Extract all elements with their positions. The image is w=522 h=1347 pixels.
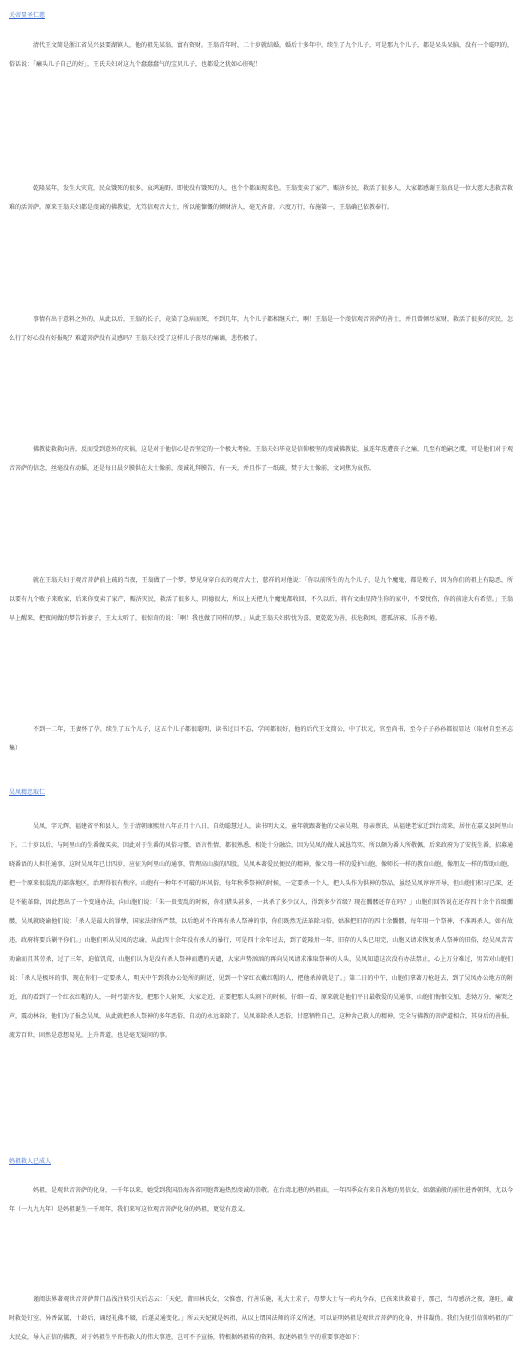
paragraph: 妈祖，是观世音菩萨的化身，一千年以来，她受到我国沿海各省同胞普遍热烈虔诚的崇敬。在台湾北港的妈祖庙，一年四季众有来自各地的男信女，如潮涌般的前往进香朝拜，尤以今年（一九九九年）是妈祖诞生一千周年，我们来写这位观音菩萨化身的妈祖，更觉有意义。 (9, 1187, 514, 1213)
paragraph: 佛教徒救救向善，反而受到意外的灾祸，这是对于他信心是否坚定的一个极大考验。王翁夫妇毕竟是信仰极坚的虔诚佛教徒，虽连年迭遭丧子之痛，几至有绝嗣之虞，可是他们对于观音菩萨的信念，丝毫没有动摇，还是每日晨夕膜供在大士像前，虔诚礼拜膜告，有一天，并且作了一纸疏，焚于大士像前，文词焦为哀伤。 (9, 446, 514, 472)
paragraph: 乾隆某年，发生大灾荒，民众饿死的很多，哀鸿遍野。即使没有饿死的人，也个个都面现菜色。王翁变卖了家产，赈济乡民，救活了很多人，大家都感谢王翁真是一位大慈大悲救苦救难的活菩萨。原来王翁夫妇都是虔诚的佛教徒，尤笃信观音大士，所以能慷慨的倾财济人，毫无吝啬。六度万行，布施第一，王翁确已依教奉行。 (9, 185, 514, 211)
paragraph: 不到一二年，王妻怀了孕，续生了五个儿子，这五个儿子都很聪明，读书过目不忘，学问都很好，他的后代王文简公，中了状元，官至尚书，至今子子孙孙都很显达（取材自至圣志集） (9, 726, 513, 752)
section-title-link[interactable]: 妈祖救人已成人 (9, 1158, 52, 1165)
paragraph: 就在王翁夫妇于观音菩萨前上疏的当夜，王翁做了一个梦，梦见身穿白衣的观音大士，慈祥的对他说：「你以前所生的九个儿子，是九个魔鬼，都是败子，因为你们的祖上有隐恶，所以要有九个败子来败家，后来你变卖了家产，赈济灾民，救活了很多人，阴德很大，所以上天把九个魔鬼都收回，不久以后，将有文曲星降生你的家中，不要忧伤，你的前途大有希望。」王翁早上醒来，把夜间做的梦告诉妻子，王太太听了，很惊奇的说：「啊！我也做了同样的梦。」从此王翁夫妇转忧为喜，更乾乾为善，扶危救困，慈孤济寡，乐善不倦。 (9, 577, 513, 622)
section-title-link[interactable]: 关帝显圣仁慈 (9, 12, 46, 19)
section-title-link[interactable]: 吴凤精忠取仁 (9, 789, 46, 796)
paragraph: 事情有出于意料之外的，从此以后，王翁的长子，竟染了急病而死，不到几年，九个儿子都相继夭亡，啊！王翁是一个虔信观音菩萨的善士，并且曾倾尽家财，救活了很多的灾民，怎么行了好心没有好报呢？难道菩萨没有灵感吗？王翁夫妇受了这样儿子丧尽的痛谪，悲伤极了。 (9, 316, 514, 342)
paragraph: 谨阅法界著观世音菩萨普门品浅注转引天后志云：「天妃，莆田林氏女，父惟悫，行善乐施，礼大士求子，母梦大士与一药丸令吞，已孩来世救着于，那己，当母感济之夜，逢旺，藏时救处钉室，异香氤氲，十龄后，诵经礼佛不辍，后遂灵通变化。」所云天妃就是妈祖，从以上谓国法师的详义所述，可以证明妈祖是观世音菩萨的化身，并非凝伪。我们为抚引信仰妈祖的广大民众，导入正信的佛教，对于妈祖生平许伤救人的伟大事迹，岂可不予宣扬，特根据妈祖传的资料，叙述妈祖生平的重要事迹如下： (9, 1296, 513, 1341)
paragraph: 吴凤，字元辉，福建省平和县人，生于清朝康熙卅八年正月十八日，自幼聪慧过人，读书明大义，童年就跟著他的父亲吴翔，母亲蔡氏，从福建老家迁到台湾来，居住在嘉义县阿里山下。二十岁以后，与阿里山的生番做买卖，因此对于生番的风俗习惯，语言性情，都很熟悉，相处十分融洽，因为吴凤的做人诚恳笃实，所以颇为番人所敬佩，后来政府为了安抚生番，招募通晓番语的人担任通事，这时吴凤年已廿四岁，应征为阿里山的通事，管理高山族的四股。吴凤本著爱民便民的精神，像父母一样的爱护山胞，像师长一样的教育山胞，像朋友一样的帮助山胞，把一个原来很混乱的部落地区，治理得很有秩序。山胞有一种年不可破的坏风俗，每年秋季祭神的时候，一定要杀一个人，把人头作为供神的祭品，虽经吴凤谆谆开导，但山胞们积习已深，还是不能革除，因此想出了一个变通办法，向山胞们说：「朱一贵变乱的时候，你们猎头甚多，一共杀了多少汉人，得到多少首级？现在髑髅还存在吗？」山胞们回答说在还存四十余个首级髑髅，吴凤就晓谕他们说：「杀人是最大的罪孽，国家法律所严禁，以后绝对不许再有杀人祭神的事，你们既然无法革除习俗，姑准把旧存的四十余髑髅，每年用一个祭神，不准再杀人，如有故违，政府将要兵剿平你们。」山胞们听从吴凤的忠谕，从此四十余年没有杀人的暴行，可是四十余年过去，到了乾隆卅一年，旧存的人头已用完，山胞又请求恢复杀人祭神的旧俗，经吴凤苦苦劝谕而且其劳杀，过了三年，迫值饥荒，山胞们认为是没有杀人祭神而遭的天谴，大家声势汹汹的再向吴凤请求准取祭神的人头，吴凤知道这次没有办法禁止，心上万分难过，男苦对山胞们说：「杀人是极坏的事，现在你们一定要杀人，明天中午到我办公处所的附近，见到一个穿红衣戴红帽的人，把他杀掉就是了。」第二日的中午，山胞们拿著刀枪赶去，到了吴凤办公地方的附近，真的看到了一个红衣红帽的人，一时弓箭齐发，把那个人射死，大家走近，正要把那人头割下的时候，仔细一看，原来就是他们平日最敬爱的吴通事，山胞们悔恨交加，悲恸万分，痛哭之声，震动林谷，他们为了报念吴凤，从此就把杀人祭神的多年恶俗，自动的永远革除了。吴凤革除杀人恶俗，甘愿牺牲自己，这种舍己救人的精神，完全与佛教的菩萨道相合，其身后的善报，流芳百世，固然是意想易见，上升普道，也是毫无疑问的事。 (9, 823, 514, 1039)
paragraph: 清代王文简是浙江省吴兴县要湖镇人，他的祖先某翁，富有资财。王翁青年时，二十岁就结婚，婚后十多年中，续生了九个儿子，可是那九个儿子，都是呆头呆脑，没有一个聪明的，俗话说：「癞头儿子自己的好」，王氏夫妇对这九个蠢蠢蠢气的宝贝儿子，也都爱之犹如心肝呢！ (9, 42, 514, 68)
